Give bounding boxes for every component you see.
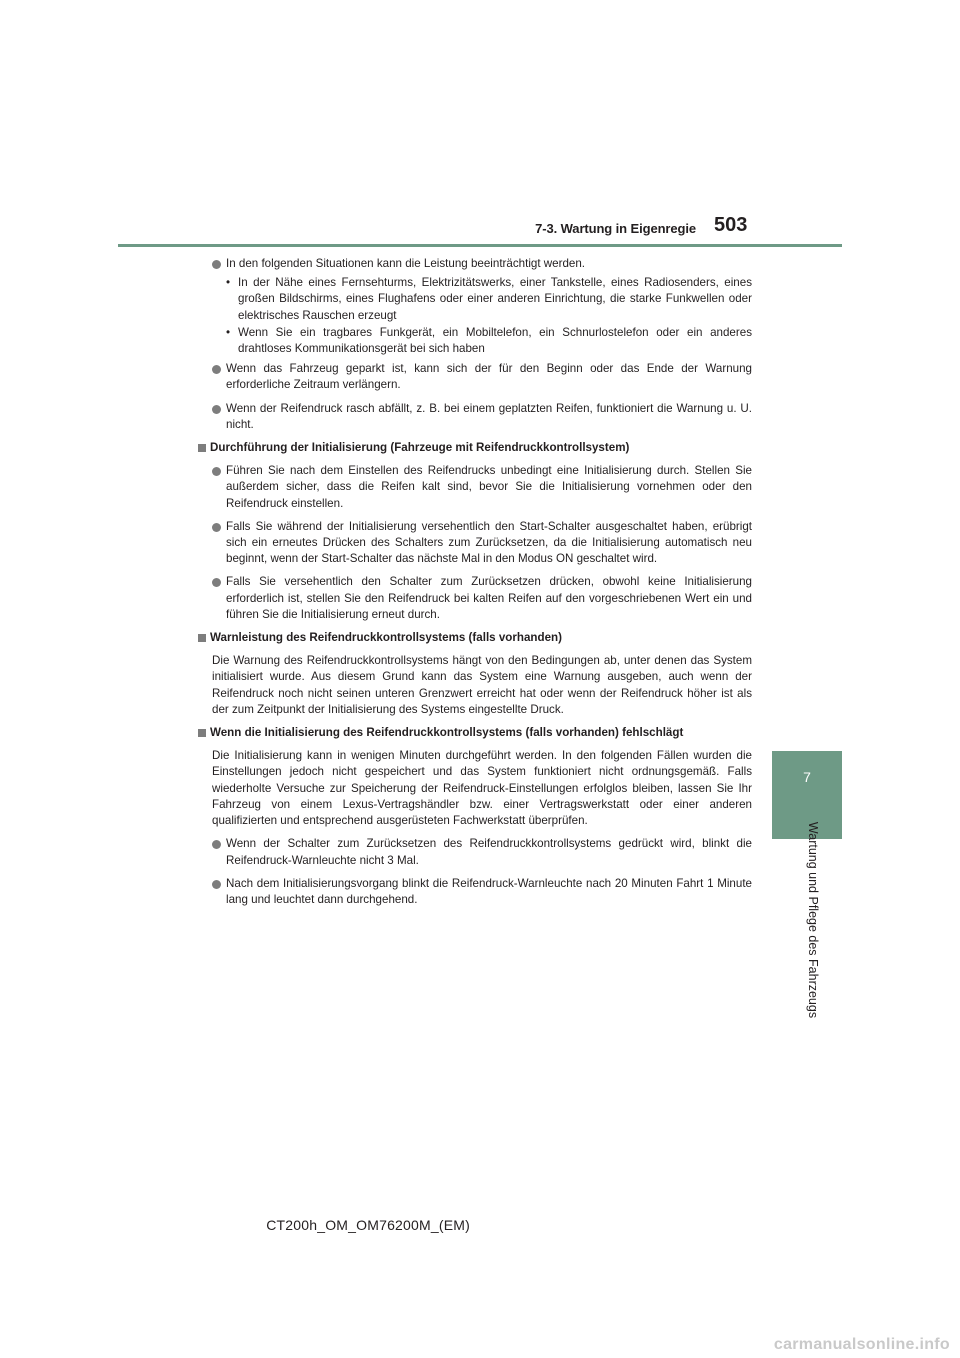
bullet-text: Falls Sie versehentlich den Schalter zum Zurücksetzen drücken, obwohl keine Initialisierung erforderlich ist, stellen Sie den Reifendruck bei kalten Reifen auf den vorgeschriebenen Wert ein und führen Sie die Initialisierung erneut durch. (226, 575, 752, 621)
bullet-item (212, 256, 752, 272)
bullet-dot-icon (212, 578, 221, 587)
header-rule (118, 244, 842, 247)
bullet-item (212, 574, 752, 623)
paragraph: Die Warnung des Reifendruckkontrollsystems hängt von den Bedingungen ab, unter denen das System initialisiert wurde. Aus diesem Grund kann das System eine Warnung ausgeben, auch wenn der Reifendruck noch nicht seinen unteren Grenzwert erreicht hat oder wenn der Reifendruck höher ist als der zum Zeitpunkt der Initialisierung des Systems eingestellte Druck. (212, 654, 752, 716)
chapter-number: 7 (803, 769, 811, 785)
section-title: 7-3. Wartung in Eigenregie (535, 221, 696, 236)
document-code: CT200h_OM_OM76200M_(EM) (266, 1217, 470, 1233)
bullet-dot-icon (212, 880, 221, 889)
sub-item (212, 325, 752, 357)
bullet-item (212, 836, 752, 868)
page-header (0, 0, 960, 250)
bullet-item (212, 401, 752, 433)
sub-bullet-icon: • (226, 325, 231, 339)
heading-square-icon (198, 444, 206, 452)
bullet-item (212, 519, 752, 568)
bullet-dot-icon (212, 467, 221, 476)
section-heading (198, 725, 752, 741)
bullet-text: Nach dem Initialisierungsvorgang blinkt die Reifendruck-Warnleuchte nach 20 Minuten Fahrt 1 Minute lang und leuchtet dann durchgehend. (226, 876, 752, 906)
bullet-item (212, 361, 752, 393)
bullet-text: Wenn der Schalter zum Zurücksetzen des Reifendruckkontrollsystems gedrückt wird, blinkt die Reifendruck-Warnleuchte nicht 3 Mal. (226, 837, 752, 867)
bullet-item (212, 463, 752, 512)
bullet-dot-icon (212, 260, 221, 269)
heading-square-icon (198, 729, 206, 737)
section-heading (198, 630, 752, 646)
heading-square-icon (198, 634, 206, 642)
sub-bullet-icon: • (226, 276, 231, 290)
watermark: carmanualsonline.info (773, 1336, 950, 1353)
bullet-text: Wenn der Reifendruck rasch abfällt, z. B. bei einem geplatzten Reifen, funktioniert die Warnung u. U. nicht. (226, 401, 752, 431)
bullet-dot-icon (212, 405, 221, 414)
bullet-text: Wenn das Fahrzeug geparkt ist, kann sich der für den Beginn oder das Ende der Warnung erforderliche Zeitraum verlängern. (226, 362, 752, 392)
bullet-dot-icon (212, 840, 221, 849)
bullet-text: Führen Sie nach dem Einstellen des Reifendrucks unbedingt eine Initialisierung durch. Stellen Sie außerdem sicher, dass die Reifen kalt sind, bevor Sie die Initialisierung vornehmen oder den Reifendruck einstellen. (226, 464, 752, 510)
heading-text: Durchführung der Initialisierung (Fahrzeuge mit Reifendruckkontrollsystem) (210, 441, 630, 455)
sub-item (212, 275, 752, 324)
heading-text: Warnleistung des Reifendruckkontrollsystems (falls vorhanden) (210, 631, 562, 645)
bullet-dot-icon (212, 523, 221, 532)
bullet-text: In den folgenden Situationen kann die Leistung beeinträchtigt werden. (226, 257, 586, 270)
sub-list (212, 275, 752, 357)
bullet-item (212, 876, 752, 908)
section-heading (198, 440, 752, 456)
heading-text: Wenn die Initialisierung des Reifendruckkontrollsystems (falls vorhanden) fehlschlägt (210, 726, 684, 740)
paragraph: Die Initialisierung kann in wenigen Minuten durchgeführt werden. In den folgenden Fällen wurden die Einstellungen jedoch nicht gespeichert und das System funktioniert nicht ordnungsgemäß. Falls wiederholte Versuche zur Speicherung der Reifendruck-Einstellungen erfolglos bleiben, lassen Sie Ihr Fahrzeug von einem Lexus-Vertragshändler bzw. einer Vertragswerkstatt oder einer anderen qualifizierten und entsprechend ausgerüsteten Fachwerkstatt überprüfen. (212, 749, 752, 828)
page-number: 503 (714, 214, 748, 236)
sub-item-text: In der Nähe eines Fernsehturms, Elektrizitätswerks, einer Tankstelle, eines Radiosenders, eines großen Bildschirms, eines Flughafens oder einer anderen Einrichtung, die starke Funkwellen oder elektrisches Rauschen erzeugt (238, 276, 752, 322)
bullet-text: Falls Sie während der Initialisierung versehentlich den Start-Schalter ausgeschaltet haben, erübrigt sich ein erneutes Drücken des Schalters zum Zurücksetzen, da die Initialisierung automatisch neu beginnt, wenn der Start-Schalter das nächste Mal in den Modus ON geschaltet wird. (226, 519, 752, 566)
bullet-dot-icon (212, 365, 221, 374)
page-content (212, 256, 752, 915)
chapter-label: Wartung und Pflege des Fahrzeugs (806, 821, 820, 1019)
sub-item-text: Wenn Sie ein tragbares Funkgerät, ein Mobiltelefon, ein Schnurlostelefon oder ein anderes drahtloses Kommunikationsgerät bei sich haben (238, 325, 752, 356)
